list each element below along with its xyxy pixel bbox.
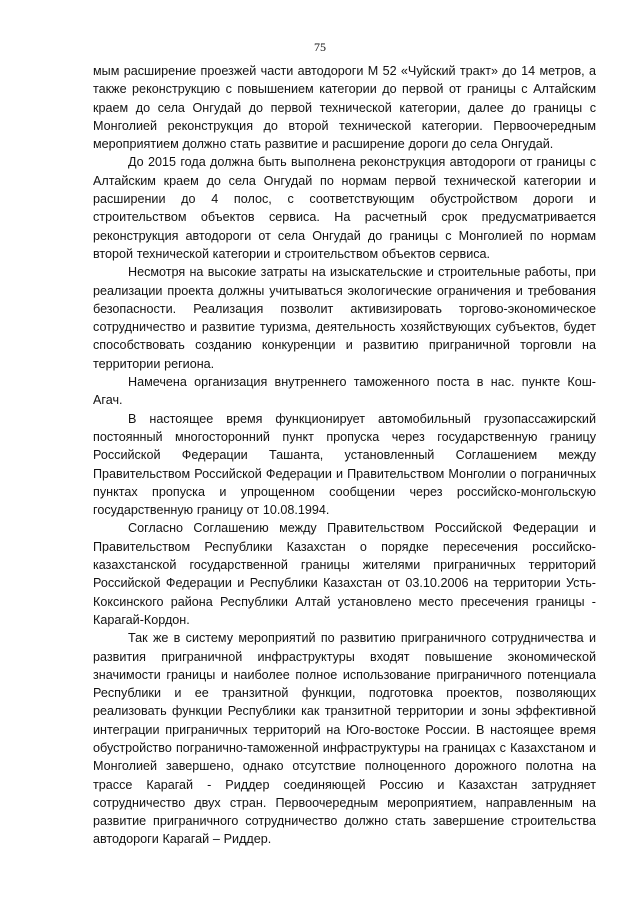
paragraph-reconstruction-2015: До 2015 года должна быть выполнена реконструкция автодороги от границы с Алтайским краем до села Онгудай по нормам первой технической категории и расширении до 4 полос, с соответствующим обустройством дороги и строительством объектов сервиса. На расчетный срок предусматривается реконструкция автодороги от села Онгудай до границы с Монголией по нормам второй технической категории и строительством объектов сервиса. [93, 155, 596, 261]
paragraph-border-cooperation: Так же в систему мероприятий по развитию приграничного сотрудничества и развития приграничной инфраструктуры входят повышение экономической значимости границы и наиболее полное использование приграничного потенциала Республики и ее транзитной функции, подготовка проектов, позволяющих реализовать функции Республики как транзитной территории и зоны эффективной интеграции приграничных территорий на Юго-востоке России. В настоящее время обустройство погранично-таможенной инфраструктуры на границах с Казахстаном и Монголией завершено, однако отсутствие полноценного дорожного полотна на трассе Карагай - Риддер соединяющей Россию и Казахстан затрудняет сотрудничество двух стран. Первоочередным мероприятием, направленным на развитие приграничного сотрудничество должно стать завершение строительства автодороги Карагай – Риддер. [93, 631, 596, 847]
paragraph-costs-and-safety: Несмотря на высокие затраты на изыскательские и строительные работы, при реализации проекта должны учитываться экологические ограничения и требования безопасности. Реализация позволит активизировать торгово-экономическое сотрудничество и развитие туризма, деятельность хозяйствующих субъектов, будет способствовать созданию конкуренции и развитию приграничной торговли на территории региона. [93, 265, 596, 371]
paragraph-continuation: мым расширение проезжей части автодороги М 52 «Чуйский тракт» до 14 метров, а также реконструкцию с повышением категории до первой от границы с Алтайским краем до села Онгудай до первой технической категории, далее до границы с Монголией реконструкция до второй технической категории. Первоочередным мероприятием должно стать развитие и расширение дороги до села Онгудай. [93, 64, 596, 152]
page-number: 75 [314, 40, 326, 54]
paragraph-tashanta-checkpoint: В настоящее время функционирует автомобильный грузопассажирский постоянный многосторонний пункт пропуска через государственную границу Российской Федерации Ташанта, установленный Соглашением между Правительством Российской Федерации и Правительством Монголии о пограничных пунктах пропуска и упрощенном сообщении через российско-монгольскую государственную границу от 10.08.1994. [93, 411, 596, 518]
document-body [93, 62, 596, 849]
paragraph-customs-post: Намечена организация внутреннего таможенного поста в нас. пункте Кош-Агач. [93, 375, 596, 408]
paragraph-kazakhstan-agreement: Согласно Соглашению между Правительством Российской Федерации и Правительством Республики Казахстан о порядке пересечения российско-казахстанской государственной границы жителями приграничных территорий Российской Федерации и Республики Казахстан от 03.10.2006 на территории Усть-Коксинского района Республики Алтай установлено место пресечения границы - Карагай-Кордон. [93, 521, 596, 627]
